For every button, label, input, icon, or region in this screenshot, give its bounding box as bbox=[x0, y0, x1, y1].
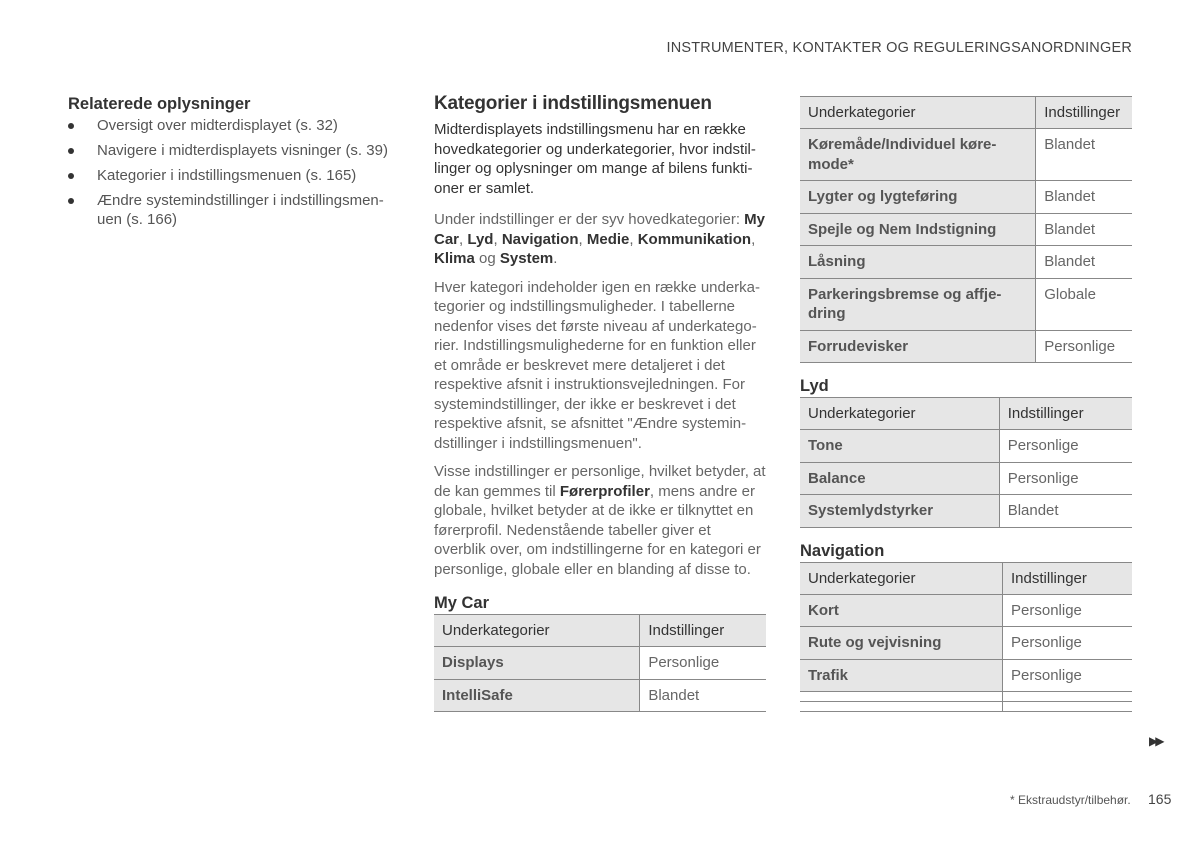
navigation-table bbox=[800, 562, 1132, 713]
subcategory-cell: Lygter og lygteføring bbox=[800, 181, 1036, 214]
table-row bbox=[800, 495, 1132, 528]
subcategory-cell: Låsning bbox=[800, 246, 1036, 279]
page-number: 165 bbox=[1148, 791, 1172, 807]
lyd-table bbox=[800, 397, 1132, 528]
setting-cell: Blandet bbox=[1036, 181, 1132, 214]
related-info-title: Relaterede oplysninger bbox=[68, 95, 251, 113]
subcategory-cell: Kort bbox=[800, 594, 1003, 627]
category-system: System bbox=[499, 250, 554, 267]
subcategory-cell: IntelliSafe bbox=[434, 679, 640, 712]
column-header-subcategories: Underkategorier bbox=[800, 398, 999, 430]
empty-cell bbox=[1003, 702, 1132, 712]
setting-cell: Personlige bbox=[1003, 594, 1132, 627]
navigation-table-title: Navigation bbox=[800, 541, 885, 560]
settings-scope-paragraph: Visse indstillinger er personlige, hvilket betyder, at de kan gemmes til Førerprofiler, mens andre er globale, hvilket betyder at de ikke er tilknyttet en førerprofil. Nedenstående tabeller giver et overblik over, om indstillingerne for en kategori er personlige, globale eller en blanding af disse to. bbox=[434, 463, 766, 578]
mycar-table bbox=[434, 614, 766, 712]
bullet-icon bbox=[68, 123, 74, 129]
column-header-subcategories: Underkategorier bbox=[800, 97, 1036, 129]
mycar-table-continued bbox=[800, 96, 1132, 363]
category-lyd: Lyd bbox=[467, 230, 494, 248]
table-row bbox=[800, 213, 1132, 246]
category-navigation: Navigation bbox=[501, 230, 579, 248]
setting-cell: Personlige bbox=[999, 462, 1132, 495]
table-row-empty bbox=[800, 692, 1132, 702]
bullet-icon bbox=[68, 173, 74, 179]
table-row bbox=[434, 647, 766, 680]
empty-cell bbox=[1003, 692, 1132, 702]
categories-paragraph: Under indstillinger er der syv hovedkategorier: My Car, Lyd, Navigation, Medie, Kommunikation, Klima og System. bbox=[434, 211, 765, 267]
running-header: INSTRUMENTER, KONTAKTER OG REGULERINGSANORDNINGER bbox=[666, 40, 1132, 56]
table-row bbox=[800, 430, 1132, 463]
table-row bbox=[800, 594, 1132, 627]
subcategory-cell: Displays bbox=[434, 647, 640, 680]
subcategory-cell: Balance bbox=[800, 462, 999, 495]
column-header-settings: Indstillinger bbox=[640, 615, 766, 647]
subcategory-cell: Systemlydstyrker bbox=[800, 495, 999, 528]
column-header-settings: Indstillinger bbox=[1036, 97, 1132, 129]
tables-column bbox=[800, 96, 1132, 712]
mycar-table-title: My Car bbox=[434, 594, 490, 612]
setting-cell: Personlige bbox=[1003, 627, 1132, 660]
subcategory-cell: Tone bbox=[800, 430, 999, 463]
subcategory-cell: Rute og vejvisning bbox=[800, 627, 1003, 660]
continue-arrows-icon: ▶▶ bbox=[1149, 734, 1162, 748]
category-kommunikation: Kommunikation bbox=[637, 230, 752, 248]
related-link[interactable] bbox=[68, 191, 393, 229]
subcategories-paragraph: Hver kategori indeholder igen en række underka-tegorier og indstillingsmuligheder. I tabellerne nedenfor vises det første niveau af underkatego-rier. Indstillingsmulighederne for en funktion eller et område er beskrevet mere detaljeret i det respektive afsnit i instruktionsvejledningen. For systemindstillinger, der ikke er beskrevet i det respektive afsnit, se afsnittet "Ændre systemin-dstillinger i indstillingsmenuen". bbox=[434, 278, 761, 452]
setting-cell: Personlige bbox=[1003, 659, 1132, 692]
related-link[interactable] bbox=[68, 116, 393, 135]
column-header-settings: Indstillinger bbox=[999, 398, 1132, 430]
table-row bbox=[800, 129, 1132, 181]
related-link-text[interactable]: Navigere i midterdisplayets visninger (s. 39) bbox=[97, 142, 388, 159]
setting-cell: Personlige bbox=[640, 647, 766, 680]
setting-cell: Blandet bbox=[999, 495, 1132, 528]
table-row bbox=[800, 330, 1132, 363]
driver-profiles-term: Førerprofiler bbox=[559, 482, 650, 500]
section-title: Kategorier i indstillingsmenuen bbox=[434, 93, 712, 114]
footnote: * Ekstraudstyr/tilbehør. bbox=[1010, 793, 1131, 807]
related-link-text[interactable]: Kategorier i indstillingsmenuen (s. 165) bbox=[97, 167, 357, 184]
column-header-settings: Indstillinger bbox=[1003, 562, 1132, 594]
table-row bbox=[434, 679, 766, 712]
related-info-list bbox=[68, 116, 393, 229]
setting-cell: Blandet bbox=[1036, 246, 1132, 279]
column-header-subcategories: Underkategorier bbox=[434, 615, 640, 647]
column-header-subcategories: Underkategorier bbox=[800, 562, 1003, 594]
category-my-car: My Car bbox=[434, 211, 765, 248]
setting-cell: Blandet bbox=[1036, 213, 1132, 246]
lead-paragraph: Midterdisplayets indstillingsmenu har en række hovedkategorier og underkategorier, hvor indstil-linger og oplysninger om mange af bilens funkti-oner er samlet. bbox=[434, 121, 756, 197]
bullet-icon bbox=[68, 198, 74, 204]
related-link[interactable] bbox=[68, 141, 393, 160]
lyd-table-title: Lyd bbox=[800, 377, 829, 395]
subcategory-cell: Spejle og Nem Indstigning bbox=[800, 213, 1036, 246]
table-row bbox=[800, 659, 1132, 692]
category-medie: Medie bbox=[586, 230, 630, 248]
subcategory-cell: Forrudevisker bbox=[800, 330, 1036, 363]
empty-cell bbox=[800, 702, 1003, 712]
table-row-empty bbox=[800, 702, 1132, 712]
setting-cell: Globale bbox=[1036, 278, 1132, 330]
bullet-icon bbox=[68, 148, 74, 154]
subcategory-cell: Parkeringsbremse og affje-dring bbox=[800, 278, 1036, 330]
related-link-text[interactable]: Oversigt over midterdisplayet (s. 32) bbox=[97, 117, 338, 134]
empty-cell bbox=[800, 692, 1003, 702]
table-row bbox=[800, 181, 1132, 214]
related-link-text[interactable]: Ændre systemindstillinger i indstillingsmen-uen (s. 166) bbox=[97, 192, 384, 228]
setting-cell: Blandet bbox=[1036, 129, 1132, 181]
related-link[interactable] bbox=[68, 166, 393, 185]
table-row bbox=[800, 246, 1132, 279]
subcategory-cell: Køremåde/Individuel køre-mode* bbox=[800, 129, 1036, 181]
category-klima: Klima bbox=[434, 250, 475, 267]
setting-cell: Personlige bbox=[999, 430, 1132, 463]
table-row bbox=[800, 627, 1132, 660]
related-info-section bbox=[68, 95, 393, 235]
subcategory-cell: Trafik bbox=[800, 659, 1003, 692]
main-article bbox=[434, 93, 766, 712]
table-row bbox=[800, 462, 1132, 495]
setting-cell: Blandet bbox=[640, 679, 766, 712]
setting-cell: Personlige bbox=[1036, 330, 1132, 363]
table-row bbox=[800, 278, 1132, 330]
